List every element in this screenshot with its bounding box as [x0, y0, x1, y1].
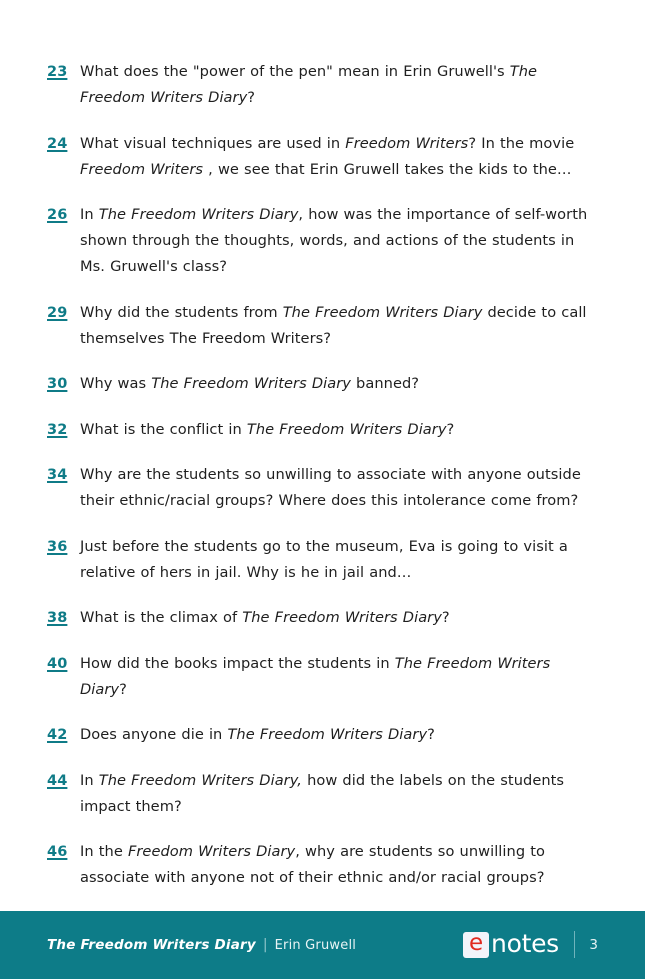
page-number: 3	[589, 936, 598, 953]
question-number-link[interactable]: 32	[47, 421, 68, 438]
footer-book-title: The Freedom Writers Diary	[47, 936, 256, 953]
question-text-plain: , how was the importance of self-worth shown through the thoughts, words, and actions of the students in Ms. Gruwell's class?	[80, 206, 588, 275]
footer-separator: |	[262, 936, 268, 953]
question-text-plain: ?	[441, 609, 450, 626]
question-text	[80, 59, 595, 111]
question-text-plain: Does anyone die in	[80, 726, 228, 743]
question-text-italic: Freedom Writers	[80, 160, 209, 178]
question-text-plain: ?	[247, 89, 256, 106]
question-text-italic: Freedom Writers	[345, 134, 469, 152]
question-text-italic: The Freedom Writers Diary	[151, 375, 351, 392]
question-item	[47, 605, 595, 631]
question-text	[80, 768, 595, 820]
question-item	[47, 462, 595, 514]
question-text-italic: The Freedom Writers Diary	[227, 726, 428, 743]
question-number-link[interactable]: 42	[47, 727, 68, 743]
page-footer	[0, 911, 645, 979]
question-text-plain: decide to call themselves The Freedom Writers?	[80, 303, 587, 347]
question-text-plain: Just before the students go to the museum, Eva is going to visit a relative of hers in jail. Why is he in jail and…	[80, 537, 568, 581]
question-item	[47, 417, 595, 443]
question-text-plain: ?	[119, 680, 127, 698]
question-item	[47, 371, 595, 397]
enotes-logo[interactable]	[463, 931, 559, 958]
footer-book-info	[47, 937, 356, 953]
question-text-plain: In	[80, 771, 99, 789]
question-text-plain: In the	[80, 843, 128, 860]
question-list	[47, 59, 595, 891]
question-number-link[interactable]: 24	[47, 135, 68, 152]
question-number-link[interactable]: 34	[47, 467, 68, 483]
question-item	[47, 768, 595, 820]
question-text-plain: In	[80, 206, 99, 223]
question-text-plain: ?	[427, 726, 435, 743]
question-item	[47, 131, 595, 183]
question-number-link[interactable]: 44	[47, 772, 68, 789]
enotes-logo-wordmark: notes	[491, 929, 559, 958]
question-number-link[interactable]: 26	[47, 207, 68, 223]
question-number-link[interactable]: 29	[47, 304, 68, 321]
question-text-italic: The Freedom Writers Diary	[242, 609, 442, 626]
question-text-plain: Why are the students so unwilling to associate with anyone outside their ethnic/racial groups? Where does this intolerance come from?	[80, 466, 581, 509]
question-text-plain: banned?	[350, 375, 420, 392]
question-item	[47, 651, 595, 703]
question-number-link[interactable]: 38	[47, 610, 68, 626]
question-text-italic: The Freedom Writers Diary,	[98, 771, 302, 789]
question-number-link[interactable]: 46	[47, 844, 68, 860]
question-text-plain: ?	[446, 420, 455, 438]
question-number-link[interactable]: 30	[47, 376, 68, 392]
question-text	[80, 417, 595, 443]
question-item	[47, 59, 595, 111]
question-text-plain: What is the climax of	[80, 609, 243, 626]
question-item	[47, 300, 595, 352]
question-text-italic: The Freedom Writers Diary	[98, 206, 299, 223]
question-item	[47, 202, 595, 280]
question-text-plain: What does the "power of the pen" mean in Erin Gruwell's	[80, 63, 510, 80]
question-item	[47, 839, 595, 891]
question-number-link[interactable]: 23	[47, 64, 68, 80]
question-text	[80, 839, 595, 891]
question-text-italic: Freedom Writers Diary	[127, 843, 296, 860]
question-text	[80, 534, 595, 586]
question-text-plain: How did the books impact the students in	[80, 654, 395, 672]
question-text	[80, 131, 595, 183]
question-number-link[interactable]: 40	[47, 655, 68, 672]
question-text-plain: , why are students so unwilling to associate with anyone not of their ethnic and/or racial groups?	[80, 843, 545, 886]
question-text-italic: The Freedom Writers Diary	[80, 654, 551, 698]
question-text	[80, 202, 595, 280]
question-text-plain: ? In the movie	[468, 134, 575, 152]
question-text-italic: The Freedom Writers Diary	[282, 303, 483, 321]
question-number-link[interactable]: 36	[47, 538, 68, 555]
question-text-plain: What visual techniques are used in	[80, 134, 346, 152]
question-text	[80, 300, 595, 352]
question-text	[80, 605, 595, 631]
question-text-plain: Why was	[80, 375, 152, 392]
question-text	[80, 651, 595, 703]
question-text	[80, 722, 595, 748]
footer-book-author: Erin Gruwell	[274, 937, 357, 953]
enotes-logo-e-mark: e	[463, 932, 489, 958]
question-item	[47, 534, 595, 586]
question-text-plain: What is the conflict in	[80, 420, 247, 438]
question-item	[47, 722, 595, 748]
question-text-plain: , we see that Erin Gruwell takes the kids to the…	[208, 160, 572, 178]
question-text	[80, 462, 595, 514]
question-text-italic: The Freedom Writers Diary	[80, 63, 538, 106]
question-text-italic: The Freedom Writers Diary	[246, 420, 447, 438]
question-text-plain: Why did the students from	[80, 303, 283, 321]
question-text	[80, 371, 595, 397]
footer-vertical-divider	[574, 931, 576, 958]
footer-brand-area	[463, 931, 598, 958]
question-text-plain: how did the labels on the students impact them?	[80, 771, 565, 815]
